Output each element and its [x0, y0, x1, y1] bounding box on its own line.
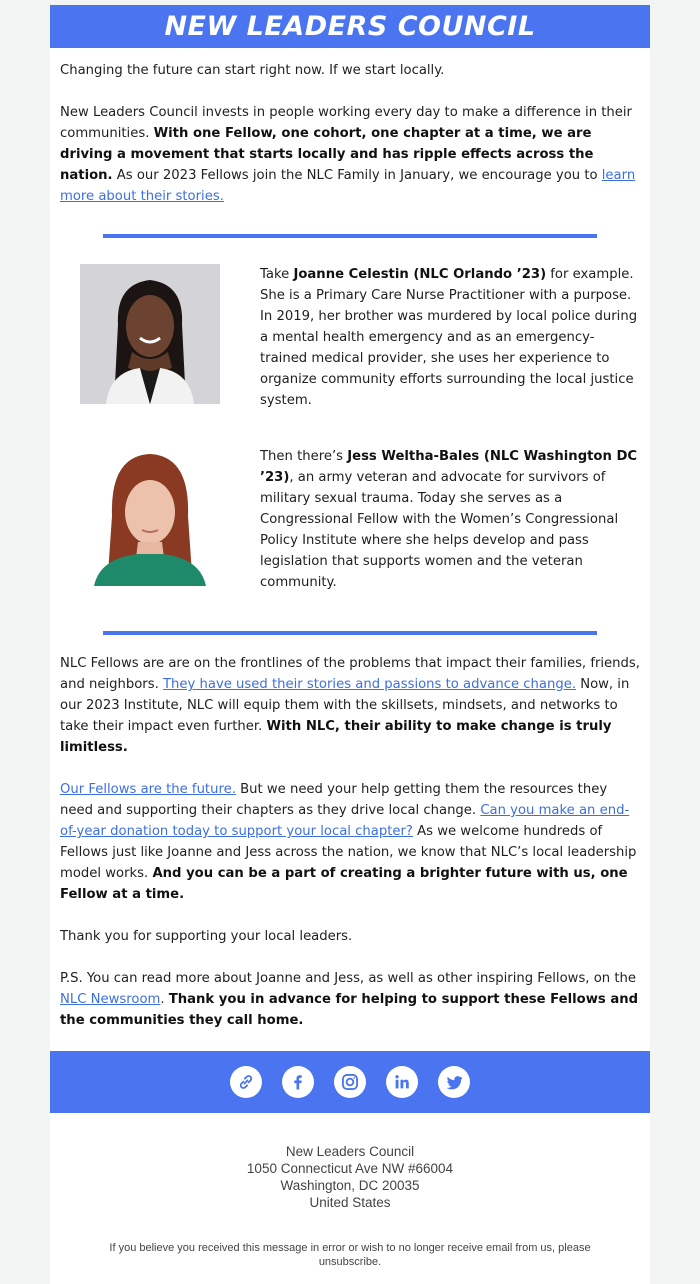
paragraph-3 [60, 779, 640, 905]
ps-text-2: . [160, 992, 169, 1007]
link-icon[interactable] [230, 1066, 262, 1098]
para2-text-2: Now, in our 2023 Institute, NLC will equip them with the skillsets, mindsets, and networks to take their impact even further. [60, 677, 630, 734]
jess-name: Jess Weltha-Bales (NLC Washington DC ’23) [260, 449, 638, 485]
ps-paragraph [60, 968, 640, 1031]
header-banner [50, 5, 650, 48]
social-bar [50, 1051, 650, 1113]
jess-text-2: , an army veteran and advocate for survivors of military sexual trauma. Today she serves as a Congressional Fellow with the Women’s Congressional Policy Institute where she helps develop and pass legislation that supports women and the veteran community. [260, 470, 619, 590]
twitter-icon[interactable] [438, 1066, 470, 1098]
footer [50, 1113, 650, 1284]
profile-jess [60, 446, 640, 593]
para3-text-2: As we welcome hundreds of Fellows just like Joanne and Jess across the nation, we know that NLC’s local leadership model works. [60, 824, 637, 881]
joanne-name: Joanne Celestin (NLC Orlando ’23) [293, 267, 547, 282]
ps-text-1: P.S. You can read more about Joanne and Jess, as well as other inspiring Fellows, on the [60, 971, 636, 986]
para1-bold: With one Fellow, one cohort, one chapter at a time, we are driving a movement that starts locally and has ripple effects across the nation. [60, 126, 594, 183]
para3-bold: And you can be a part of creating a brighter future with us, one Fellow at a time. [60, 866, 628, 902]
paragraph-1 [60, 102, 640, 207]
jess-story [260, 446, 640, 593]
jess-text-1: Then there’s [260, 449, 348, 464]
jess-photo [80, 446, 220, 586]
profile-joanne [60, 264, 640, 411]
joanne-story [260, 264, 640, 411]
joanne-text-2: for example. She is a Primary Care Nurse Practitioner with a purpose. In 2019, her brother was murdered by local police during a mental health emergency and as an emergency-trained medical provider, she uses her experience to organize community efforts surrounding the local justice system. [260, 267, 638, 408]
email-container [50, 5, 650, 1284]
para2-bold: With NLC, their ability to make change is truly limitless. [60, 719, 612, 755]
intro-text: Changing the future can start right now. If we start locally. [60, 63, 445, 78]
ps-bold: Thank you in advance for helping to support these Fellows and the communities they call home. [60, 992, 639, 1028]
divider-bottom [103, 631, 597, 635]
stories-link[interactable]: They have used their stories and passions to advance change. [162, 677, 577, 692]
unsubscribe-note[interactable]: If you believe you received this message in error or wish to no longer receive email from us, please unsubscribe. [109, 1242, 591, 1268]
footer-city: Washington, DC 20035 [280, 1178, 420, 1193]
para1-text-1: New Leaders Council invests in people working every day to make a difference in their communities. [60, 105, 632, 141]
para3-text-1: But we need your help getting them the resources they need and supporting their chapters as they drive local change. [60, 782, 608, 818]
email-body [50, 48, 650, 1051]
donate-link[interactable]: Can you make an end-of-year donation today to support your local chapter? [60, 803, 630, 839]
footer-org: New Leaders Council [285, 1144, 415, 1159]
para2-text-1: NLC Fellows are are on the frontlines of the problems that impact their families, friends, and neighbors. [60, 656, 640, 692]
joanne-photo [80, 264, 220, 404]
para1-text-2: As our 2023 Fellows join the NLC Family in January, we encourage you to [112, 168, 602, 183]
facebook-icon[interactable] [282, 1066, 314, 1098]
intro-paragraph [60, 60, 640, 81]
footer-address [50, 1143, 650, 1211]
joanne-text-1: Take [260, 267, 294, 282]
divider-top [103, 234, 597, 238]
instagram-icon[interactable] [334, 1066, 366, 1098]
thanks-paragraph [60, 926, 640, 947]
footer-street: 1050 Connecticut Ave NW #66004 [246, 1161, 454, 1176]
linkedin-icon[interactable] [386, 1066, 418, 1098]
footer-country: United States [309, 1195, 391, 1210]
learn-more-link[interactable]: learn more about their stories. [60, 168, 636, 204]
thanks-text: Thank you for supporting your local leaders. [60, 929, 353, 944]
paragraph-2 [60, 653, 640, 758]
newsroom-link[interactable]: NLC Newsroom [60, 992, 161, 1007]
fellows-future-link[interactable]: Our Fellows are the future. [60, 782, 236, 797]
banner-title: NEW LEADERS COUNCIL [164, 11, 536, 42]
